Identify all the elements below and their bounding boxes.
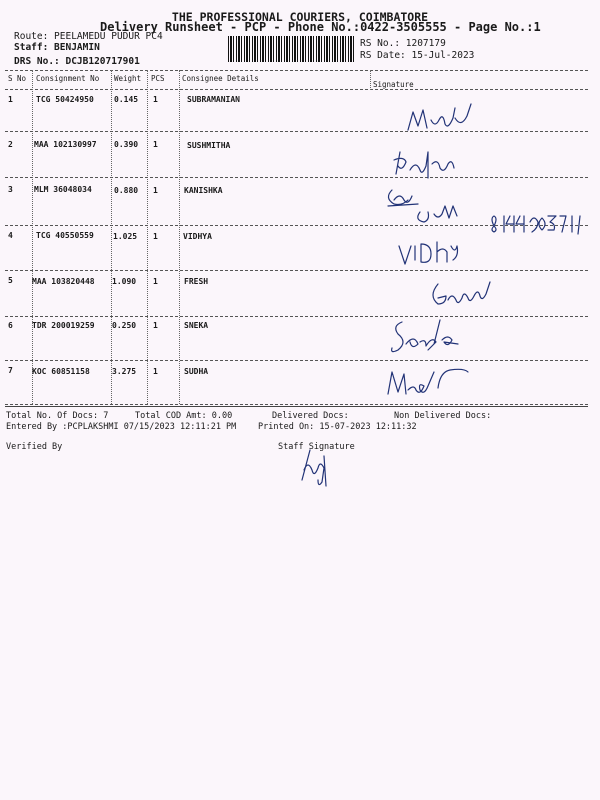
col-divider <box>147 70 148 404</box>
row-pcs: 1 <box>153 367 158 376</box>
row-sno: 2 <box>8 140 13 149</box>
col-weight: Weight <box>114 74 142 83</box>
signature-row-1 <box>405 100 475 136</box>
row-consignee: SNEKA <box>184 321 209 330</box>
row-consignee: VIDHYA <box>183 232 212 241</box>
row-pcs: 1 <box>153 186 158 195</box>
row-weight: 3.275 <box>112 367 137 376</box>
table-top-rule <box>5 70 588 71</box>
col-consignment: Consignment No <box>36 74 100 83</box>
row-sno: 6 <box>8 321 13 330</box>
signature-row-7 <box>382 362 472 402</box>
staff-signature-label: Staff Signature <box>278 442 355 452</box>
rs-date: RS Date: 15-Jul-2023 <box>360 50 475 61</box>
row-pcs: 1 <box>153 95 158 104</box>
row-consignee: FRESH <box>184 277 209 286</box>
handwritten-phone-number <box>490 212 585 236</box>
row-weight: 0.390 <box>114 140 139 149</box>
col-pcs: PCS <box>151 74 165 83</box>
row-pcs: 1 <box>153 277 158 286</box>
row-pcs: 1 <box>153 232 158 241</box>
barcode <box>228 36 356 62</box>
row-consignment: MLM 36048034 <box>34 185 92 194</box>
row-consignment: TCG 40550559 <box>36 231 94 240</box>
col-sno: S No <box>8 74 27 83</box>
row-consignment: MAA 102130997 <box>34 140 97 149</box>
row-sno: 1 <box>8 95 13 104</box>
route-label: Route: PEELAMEDU PUDUR PC4 <box>14 31 163 42</box>
runsheet-title: Delivery Runsheet - PCP - Phone No.:0422-3505555 - Page No.:1 <box>100 20 541 34</box>
row-divider <box>5 131 588 132</box>
row-weight: 1.090 <box>112 277 137 286</box>
row-consignment: TCG 50424950 <box>36 95 94 104</box>
col-divider <box>179 70 180 404</box>
row-pcs: 1 <box>153 140 158 149</box>
row-divider <box>5 177 588 178</box>
row-consignment: MAA 103820448 <box>32 277 95 286</box>
verified-by: Verified By <box>6 442 63 452</box>
row-consignee: KANISHKA <box>184 186 223 195</box>
rs-number: RS No.: 1207179 <box>360 38 446 49</box>
signature-row-6 <box>388 318 468 358</box>
row-weight: 0.145 <box>114 95 139 104</box>
row-divider <box>5 360 588 361</box>
header-bottom-rule <box>5 89 588 90</box>
signature-row-2 <box>392 146 462 182</box>
table-bottom-rule <box>5 404 588 405</box>
row-consignee: SUBRAMANIAN <box>187 95 240 104</box>
row-sno: 5 <box>8 276 13 285</box>
signature-row-3 <box>384 182 494 226</box>
total-cod: Total COD Amt: 0.00 <box>135 411 233 421</box>
staff-signature <box>298 446 338 490</box>
row-weight: 0.250 <box>112 321 137 330</box>
row-sno: 3 <box>8 185 13 194</box>
row-sno: 4 <box>8 231 13 240</box>
table-bottom-rule <box>5 406 588 407</box>
col-divider <box>111 70 112 404</box>
row-sno: 7 <box>8 366 13 375</box>
total-docs: Total No. Of Docs: 7 <box>6 411 109 421</box>
row-divider <box>5 270 588 271</box>
signature-row-4 <box>395 236 465 270</box>
non-delivered-docs: Non Delivered Docs: <box>394 411 492 421</box>
row-pcs: 1 <box>153 321 158 330</box>
row-consignment: TDR 200019259 <box>32 321 95 330</box>
delivered-docs: Delivered Docs: <box>272 411 349 421</box>
col-divider <box>370 70 371 90</box>
row-consignment: KOC 60851158 <box>32 367 90 376</box>
row-weight: 1.025 <box>113 232 138 241</box>
row-divider <box>5 316 588 317</box>
staff-label: Staff: BENJAMIN <box>14 42 100 53</box>
row-consignee: SUDHA <box>184 367 209 376</box>
printed-on: Printed On: 15-07-2023 12:11:32 <box>258 422 417 432</box>
signature-row-5 <box>432 278 496 312</box>
col-divider <box>32 70 33 404</box>
entered-by: Entered By :PCPLAKSHMI 07/15/2023 12:11:21 PM <box>6 422 237 432</box>
col-consignee: Consignee Details <box>182 74 259 83</box>
drs-number: DRS No.: DCJB120717901 <box>14 56 140 67</box>
row-weight: 0.880 <box>114 186 139 195</box>
col-signature: Signature <box>373 80 414 89</box>
company-title: THE PROFESSIONAL COURIERS, COIMBATORE <box>171 10 429 24</box>
row-consignee: SUSHMITHA <box>187 141 231 150</box>
